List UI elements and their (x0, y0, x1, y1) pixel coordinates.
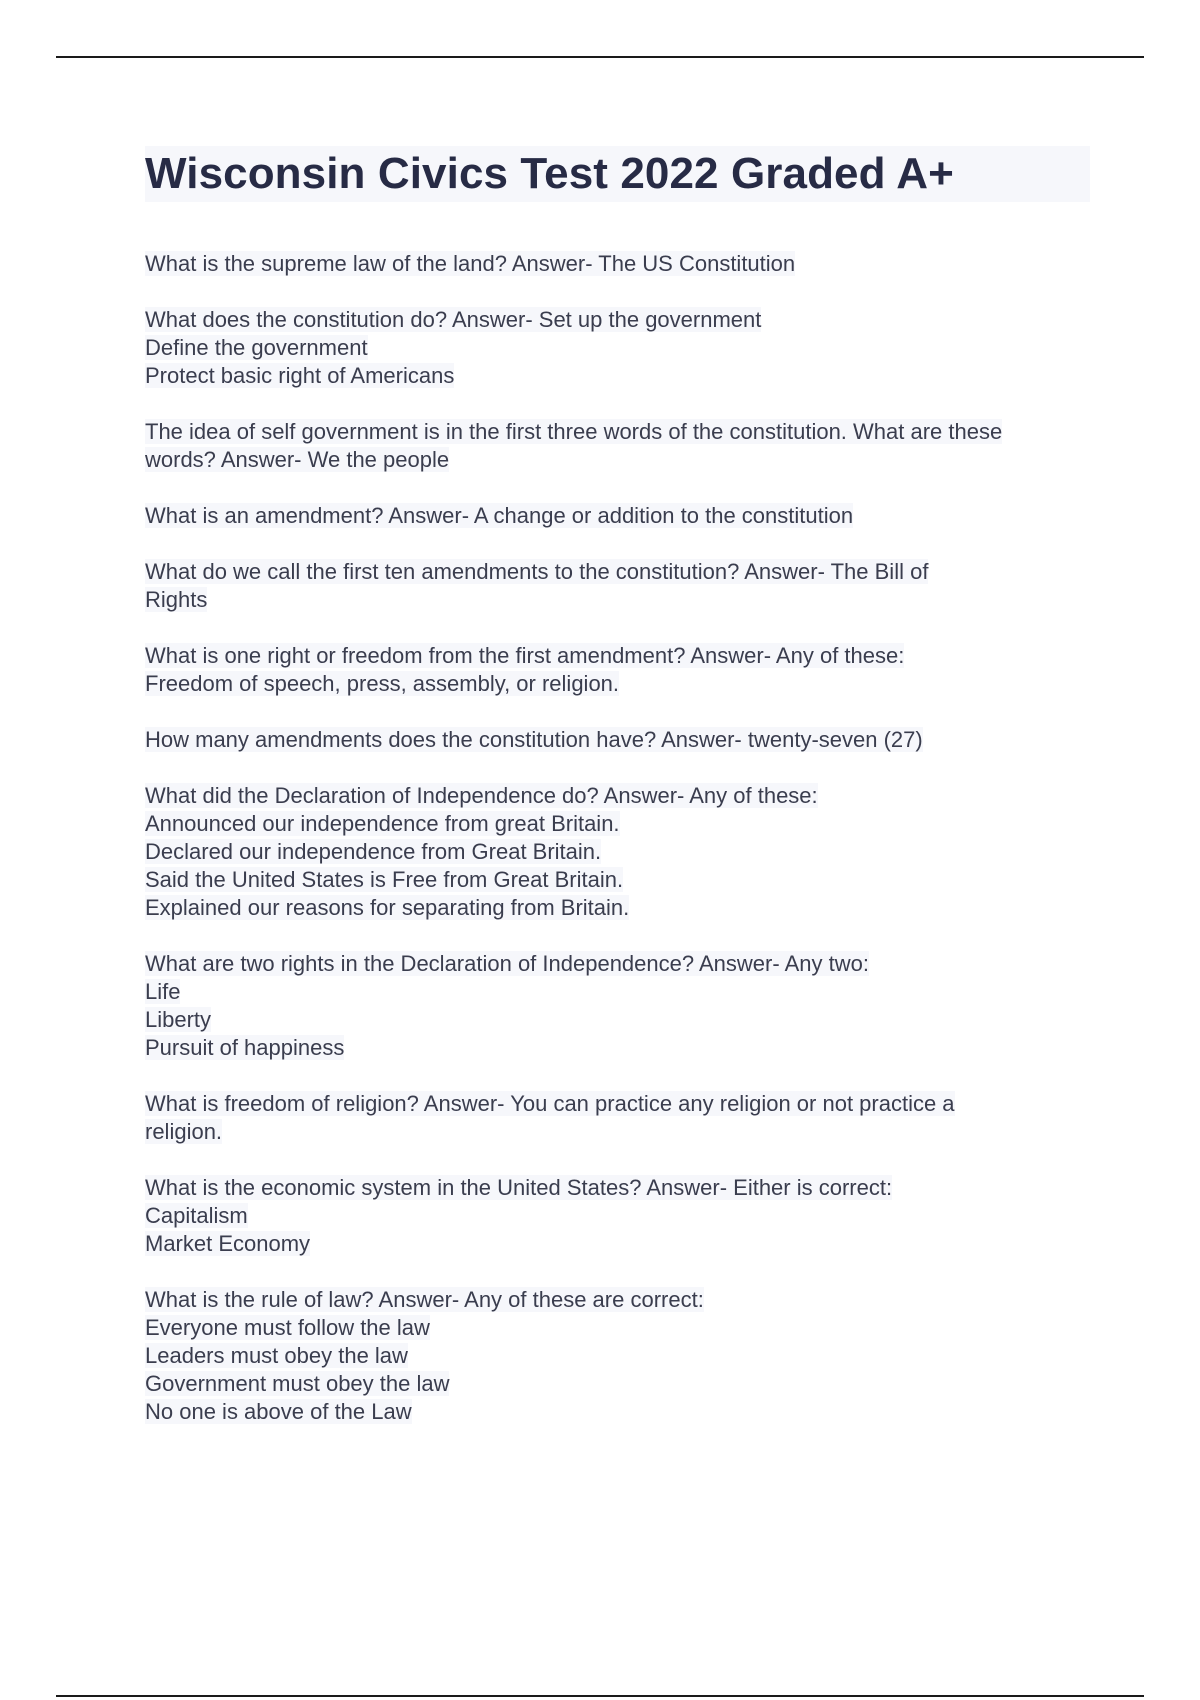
qa-list (145, 250, 1090, 1426)
qa-line: What did the Declaration of Independence do? Answer- Any of these: (145, 783, 818, 808)
qa-line: Everyone must follow the law (145, 1315, 430, 1340)
qa-line: Announced our independence from great Britain. (145, 811, 620, 836)
qa-line: What is the supreme law of the land? Answer- The US Constitution (145, 251, 796, 276)
qa-item (145, 502, 1090, 530)
qa-item (145, 642, 1090, 698)
qa-line: Explained our reasons for separating from Britain. (145, 895, 630, 920)
bottom-rule (56, 1695, 1144, 1697)
qa-item (145, 782, 1090, 922)
qa-line: What does the constitution do? Answer- Set up the government (145, 307, 762, 332)
qa-item (145, 418, 1090, 474)
qa-item (145, 306, 1090, 390)
qa-item (145, 558, 1090, 614)
qa-line: Define the government (145, 335, 368, 360)
qa-line: Rights (145, 587, 208, 612)
qa-item (145, 950, 1090, 1062)
qa-line: Leaders must obey the law (145, 1343, 408, 1368)
qa-line: Capitalism (145, 1203, 248, 1228)
document-title: Wisconsin Civics Test 2022 Graded A+ (145, 146, 1090, 202)
qa-line: Said the United States is Free from Great Britain. (145, 867, 624, 892)
qa-line: Government must obey the law (145, 1371, 450, 1396)
qa-line: Pursuit of happiness (145, 1035, 345, 1060)
qa-line: Declared our independence from Great Britain. (145, 839, 602, 864)
qa-item (145, 250, 1090, 278)
document-body (145, 146, 1090, 1454)
qa-line: How many amendments does the constitution have? Answer- twenty-seven (27) (145, 727, 923, 752)
top-rule (56, 56, 1144, 58)
qa-line: The idea of self government is in the first three words of the constitution. What are these (145, 419, 1003, 444)
qa-line: Liberty (145, 1007, 212, 1032)
qa-line: Market Economy (145, 1231, 311, 1256)
qa-line: No one is above of the Law (145, 1399, 412, 1424)
qa-line: What is the rule of law? Answer- Any of these are correct: (145, 1287, 704, 1312)
qa-line: Life (145, 979, 181, 1004)
qa-item (145, 726, 1090, 754)
qa-line: What is one right or freedom from the first amendment? Answer- Any of these: (145, 643, 905, 668)
qa-item (145, 1174, 1090, 1258)
qa-line: Freedom of speech, press, assembly, or religion. (145, 671, 620, 696)
qa-line: What is freedom of religion? Answer- You can practice any religion or not practice a (145, 1091, 955, 1116)
qa-item (145, 1286, 1090, 1426)
qa-line: What is the economic system in the United States? Answer- Either is correct: (145, 1175, 893, 1200)
qa-line: Protect basic right of Americans (145, 363, 455, 388)
qa-line: What do we call the first ten amendments to the constitution? Answer- The Bill of (145, 559, 929, 584)
qa-line: What are two rights in the Declaration of Independence? Answer- Any two: (145, 951, 869, 976)
qa-line: words? Answer- We the people (145, 447, 450, 472)
qa-item (145, 1090, 1090, 1146)
qa-line: religion. (145, 1119, 223, 1144)
qa-line: What is an amendment? Answer- A change or addition to the constitution (145, 503, 854, 528)
